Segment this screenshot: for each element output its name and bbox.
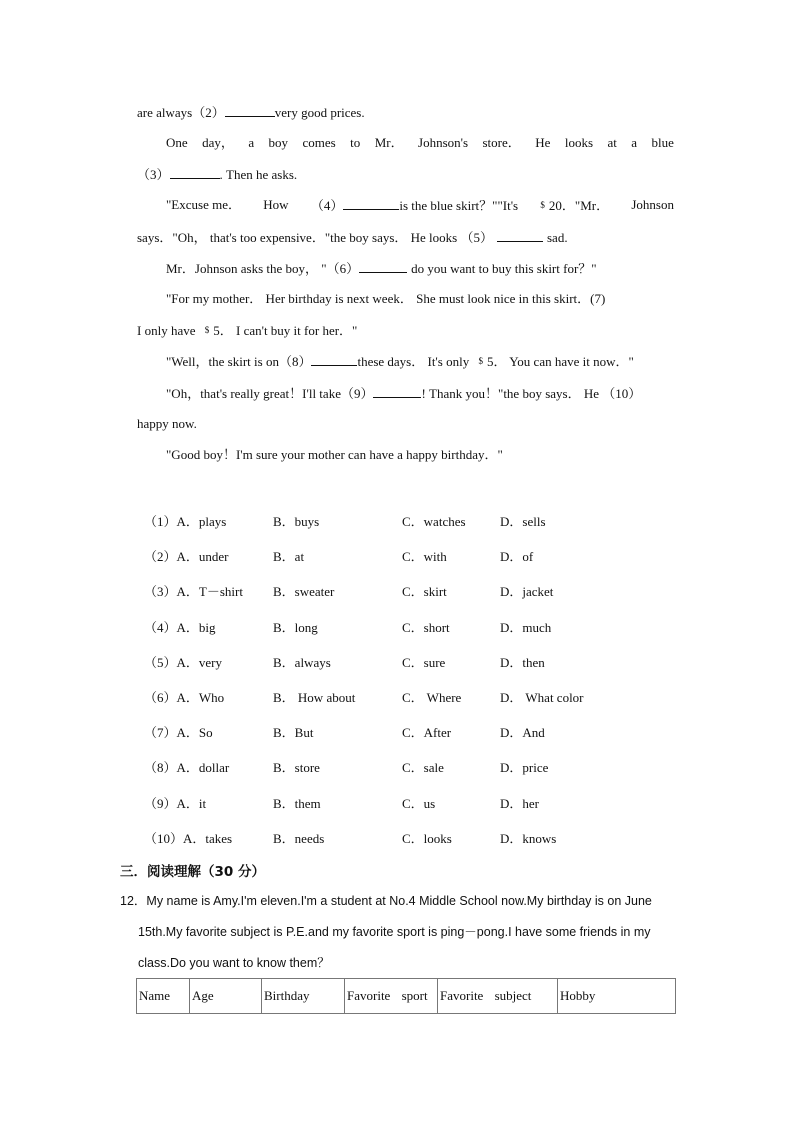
passage-word: at bbox=[607, 135, 617, 150]
passage-word: comes bbox=[302, 135, 336, 150]
option-choice: C．short bbox=[402, 619, 450, 635]
option-choice: B．long bbox=[273, 619, 318, 635]
option-row bbox=[144, 617, 684, 635]
passage-word: to bbox=[350, 135, 361, 150]
option-choice: C．us bbox=[402, 795, 436, 811]
option-row bbox=[144, 828, 684, 846]
passage-word: store． bbox=[482, 135, 521, 150]
option-choice: D．And bbox=[500, 725, 545, 741]
option-choice: C．watches bbox=[402, 514, 466, 529]
option-row bbox=[144, 652, 684, 670]
option-choice: C．sure bbox=[402, 654, 446, 670]
option-choice: B．at bbox=[273, 549, 305, 565]
passage-line-10: "Oh，that's really great！I'll take（9） ! Thank you！"the boy says． He （10） bbox=[166, 386, 642, 401]
answer-blank-6 bbox=[359, 260, 407, 273]
option-choice: （4）A．big bbox=[144, 619, 216, 635]
passage-line-4: "Excuse me． How （4） is the blue skirt？""It's $ 20．"Mr． Johnson bbox=[166, 197, 674, 213]
option-row bbox=[144, 581, 684, 599]
passage-word: day， bbox=[202, 135, 234, 150]
passage-line-6: Mr．Johnson asks the boy， "（6） do you want to buy this skirt for？" bbox=[166, 261, 597, 276]
option-row bbox=[144, 722, 684, 740]
passage-line-2 bbox=[166, 135, 674, 151]
option-choice: D． What color bbox=[500, 690, 584, 705]
info-table bbox=[136, 978, 676, 1014]
option-row bbox=[144, 687, 684, 705]
option-row bbox=[144, 546, 684, 564]
table-header-cell: Age bbox=[190, 979, 262, 1014]
option-choice: （7）A．So bbox=[144, 725, 213, 741]
option-choice: D．then bbox=[500, 654, 545, 670]
option-choice: B．sweater bbox=[273, 584, 335, 600]
option-choice: （10）A．takes bbox=[144, 830, 233, 846]
table-header-cell: Name bbox=[137, 979, 190, 1014]
option-choice: B．needs bbox=[273, 830, 325, 846]
passage-word: blue bbox=[651, 135, 674, 150]
passage-word: He bbox=[535, 135, 551, 150]
option-choice: D．sells bbox=[500, 514, 546, 529]
option-choice: B．buys bbox=[273, 514, 320, 529]
option-choice: B．store bbox=[273, 760, 320, 776]
passage-word: Johnson's bbox=[418, 135, 469, 150]
passage-word: Mr． bbox=[374, 135, 404, 150]
option-choice: （6）A．Who bbox=[144, 690, 225, 705]
option-choice: B．them bbox=[273, 795, 321, 811]
option-choice: C．looks bbox=[402, 830, 452, 846]
section-heading: 三．阅读理解（30 分） bbox=[120, 864, 265, 880]
q12-line-3: class.Do you want to know them？ bbox=[138, 956, 330, 970]
table-header-cell: Hobby bbox=[558, 979, 676, 1014]
answer-blank-2 bbox=[225, 104, 275, 117]
passage-line-5: says．"Oh， that's too expensive．"the boy says． He looks （5） sad. bbox=[137, 230, 568, 245]
passage-line-12: "Good boy！I'm sure your mother can have a happy birthday．" bbox=[166, 447, 503, 462]
passage-word: a bbox=[248, 135, 255, 150]
answer-blank-8 bbox=[311, 353, 357, 366]
answer-blank-9 bbox=[373, 385, 421, 398]
passage-word: looks bbox=[564, 135, 593, 150]
option-choice: B．always bbox=[273, 654, 331, 670]
answer-blank-4 bbox=[343, 197, 399, 210]
option-choice: （2）A．under bbox=[144, 549, 229, 565]
q12-line-2: 15th.My favorite subject is P.E.and my favorite sport is ping－pong.I have some friends in my bbox=[138, 925, 651, 939]
passage-line-11: happy now. bbox=[137, 416, 197, 431]
option-choice: C． Where bbox=[402, 690, 462, 705]
table-header-cell: Favorite subject bbox=[438, 979, 558, 1014]
option-choice: B． How about bbox=[273, 690, 356, 705]
option-row bbox=[144, 793, 684, 811]
passage-line-3: （3） . Then he asks. bbox=[137, 167, 298, 182]
q12-line-1: 12．My name is Amy.I'm eleven.I'm a student at No.4 Middle School now.My birthday is on June bbox=[120, 894, 652, 908]
option-choice: B．But bbox=[273, 725, 314, 741]
passage-word: a bbox=[631, 135, 638, 150]
option-choice: （3）A．T－shirt bbox=[144, 584, 243, 600]
passage-line-8: I only have $ 5． I can't buy it for her．" bbox=[137, 323, 358, 338]
option-choice: （8）A．dollar bbox=[144, 760, 230, 776]
passage-word: One bbox=[166, 135, 188, 150]
table-header-row bbox=[137, 979, 676, 1014]
passage-line-7: "For my mother． Her birthday is next week． She must look nice in this skirt．(7) bbox=[166, 291, 606, 306]
option-choice: （5）A．very bbox=[144, 654, 222, 670]
option-choice: （9）A．it bbox=[144, 795, 207, 811]
option-choice: C．sale bbox=[402, 760, 444, 776]
option-choice: D．of bbox=[500, 549, 534, 565]
table-header-cell: Favorite sport bbox=[345, 979, 438, 1014]
option-row bbox=[144, 511, 684, 529]
option-choice: （1）A．plays bbox=[144, 514, 227, 529]
answer-blank-5 bbox=[497, 229, 543, 242]
option-choice: D．price bbox=[500, 760, 549, 776]
option-choice: C．After bbox=[402, 725, 452, 741]
passage-line-9: "Well，the skirt is on（8） these days． It's only $ 5． You can have it now．" bbox=[166, 354, 634, 369]
passage-word: boy bbox=[268, 135, 289, 150]
option-choice: D．much bbox=[500, 619, 552, 635]
option-choice: D．her bbox=[500, 795, 539, 811]
option-choice: C．skirt bbox=[402, 584, 447, 600]
option-choice: D．knows bbox=[500, 830, 557, 846]
option-choice: D．jacket bbox=[500, 584, 554, 600]
passage-line-1: are always（2） very good prices. bbox=[137, 105, 365, 120]
answer-blank-3 bbox=[170, 166, 220, 179]
option-row bbox=[144, 757, 684, 775]
option-choice: C．with bbox=[402, 549, 447, 565]
table-header-cell: Birthday bbox=[262, 979, 345, 1014]
